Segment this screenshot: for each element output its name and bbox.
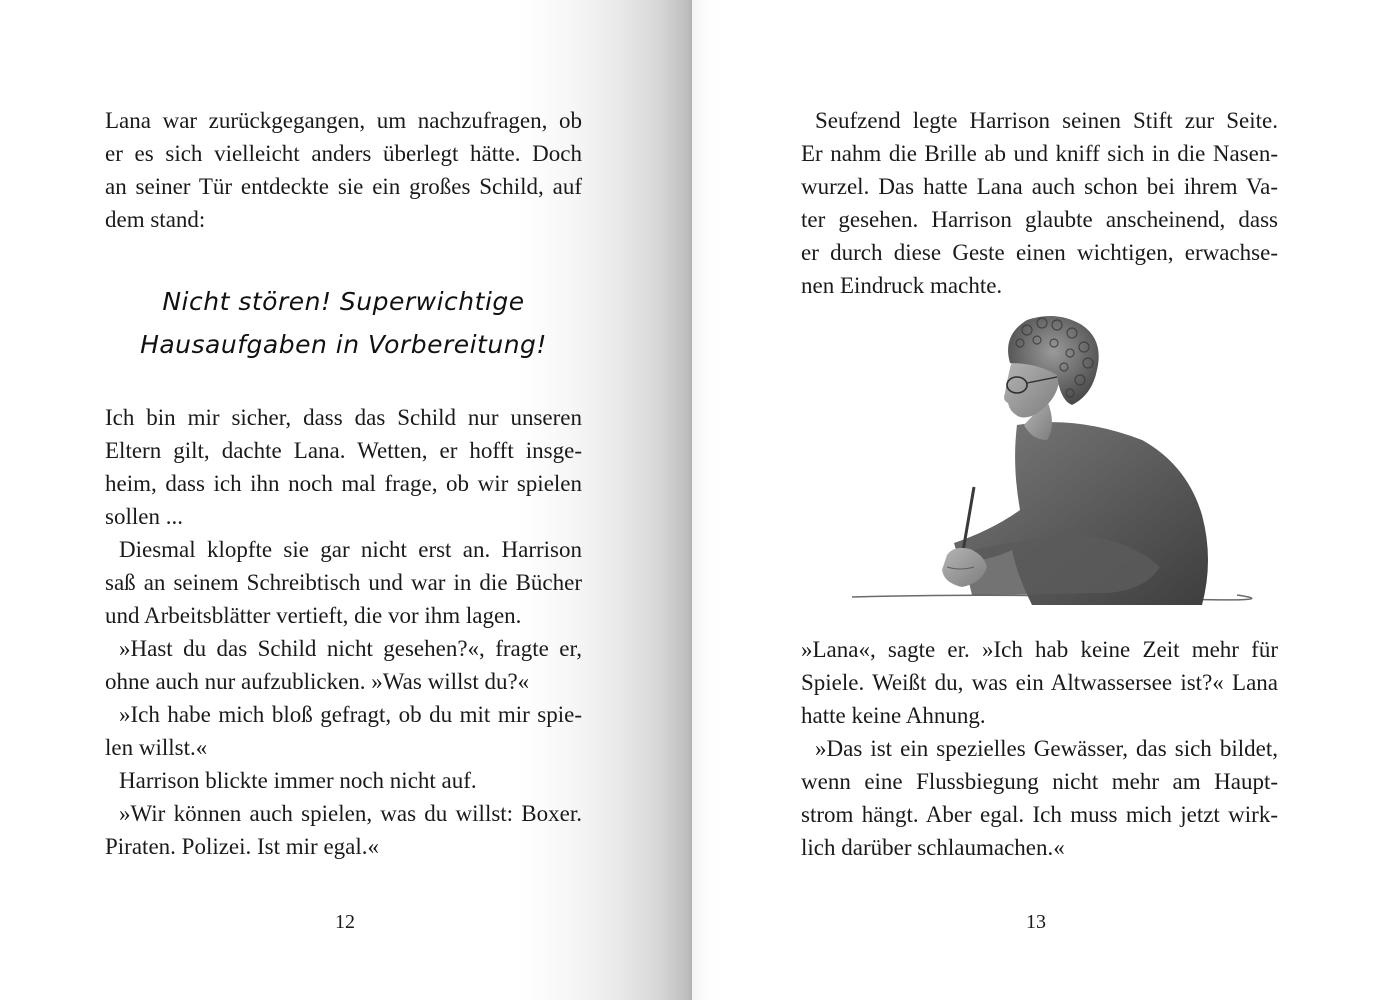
boy-writing-illustration-icon <box>842 305 1262 615</box>
text-line: saß an seinem Schreibtisch und war in die Bücher <box>105 570 582 595</box>
text-line: sollen ... <box>105 504 183 529</box>
text-line: Ich bin mir sicher, dass das Schild nur unseren <box>105 405 582 430</box>
handwritten-sign <box>105 280 582 366</box>
text-line: »Wir können auch spielen, was du willst: Boxer. <box>119 801 582 826</box>
page-number-left: 12 <box>335 911 355 933</box>
text-line: len willst.« <box>105 735 208 760</box>
text-line: wurzel. Das hatte Lana auch schon bei ihrem Va- <box>801 174 1278 199</box>
text-line: er es sich vielleicht anders überlegt hätte. Doch <box>105 141 582 166</box>
text-line: er durch diese Geste einen wichtigen, erwachse- <box>801 240 1278 265</box>
text-line: dem stand: <box>105 207 206 232</box>
text-line: nen Eindruck machte. <box>801 273 1003 298</box>
text-line: Harrison blickte immer noch nicht auf. <box>119 768 477 793</box>
sign-line: Hausaufgaben in Vorbereitung! <box>140 330 547 359</box>
text-line: Spiele. Weißt du, was ein Altwassersee ist?« Lana <box>801 670 1278 695</box>
text-line: Er nahm die Brille ab und kniff sich in die Nasen- <box>801 141 1278 166</box>
left-paragraph-2 <box>105 401 582 863</box>
right-paragraph-1 <box>801 104 1278 302</box>
text-line: strom hängt. Aber egal. Ich muss mich jetzt wirk- <box>801 802 1278 827</box>
text-line: hatte keine Ahnung. <box>801 703 986 728</box>
text-line: und Arbeitsblätter vertieft, die vor ihm lagen. <box>105 603 522 628</box>
sign-line: Nicht stören! Superwichtige <box>162 287 525 316</box>
text-line: heim, dass ich ihn noch mal frage, ob wir spielen <box>105 471 582 496</box>
text-line: wenn eine Flussbiegung nicht mehr am Haupt- <box>801 769 1278 794</box>
text-line: Diesmal klopfte sie gar nicht erst an. Harrison <box>119 537 582 562</box>
text-line: Piraten. Polizei. Ist mir egal.« <box>105 834 380 859</box>
text-line: an seiner Tür entdeckte sie ein großes Schild, auf <box>105 174 582 199</box>
text-line: ohne auch nur aufzublicken. »Was willst du?« <box>105 669 530 694</box>
left-paragraph-1 <box>105 104 582 236</box>
text-line: »Ich habe mich bloß gefragt, ob du mit mir spie- <box>119 702 582 727</box>
right-paragraph-2 <box>801 633 1278 864</box>
text-line: Eltern gilt, dachte Lana. Wetten, er hofft insge- <box>105 438 582 463</box>
text-line: Lana war zurückgegangen, um nachzufragen, ob <box>105 108 582 133</box>
page-number-right: 13 <box>1026 911 1046 933</box>
illustration-svg <box>842 305 1262 615</box>
right-page <box>692 0 1382 1000</box>
text-line: »Hast du das Schild nicht gesehen?«, fragte er, <box>119 636 582 661</box>
text-line: »Das ist ein spezielles Gewässer, das sich bildet, <box>815 736 1278 761</box>
text-line: ter gesehen. Harrison glaubte anscheinend, dass <box>801 207 1278 232</box>
text-line: lich darüber schlaumachen.« <box>801 835 1065 860</box>
text-line: Seufzend legte Harrison seinen Stift zur Seite. <box>815 108 1278 133</box>
text-line: »Lana«, sagte er. »Ich hab keine Zeit mehr für <box>801 637 1278 662</box>
